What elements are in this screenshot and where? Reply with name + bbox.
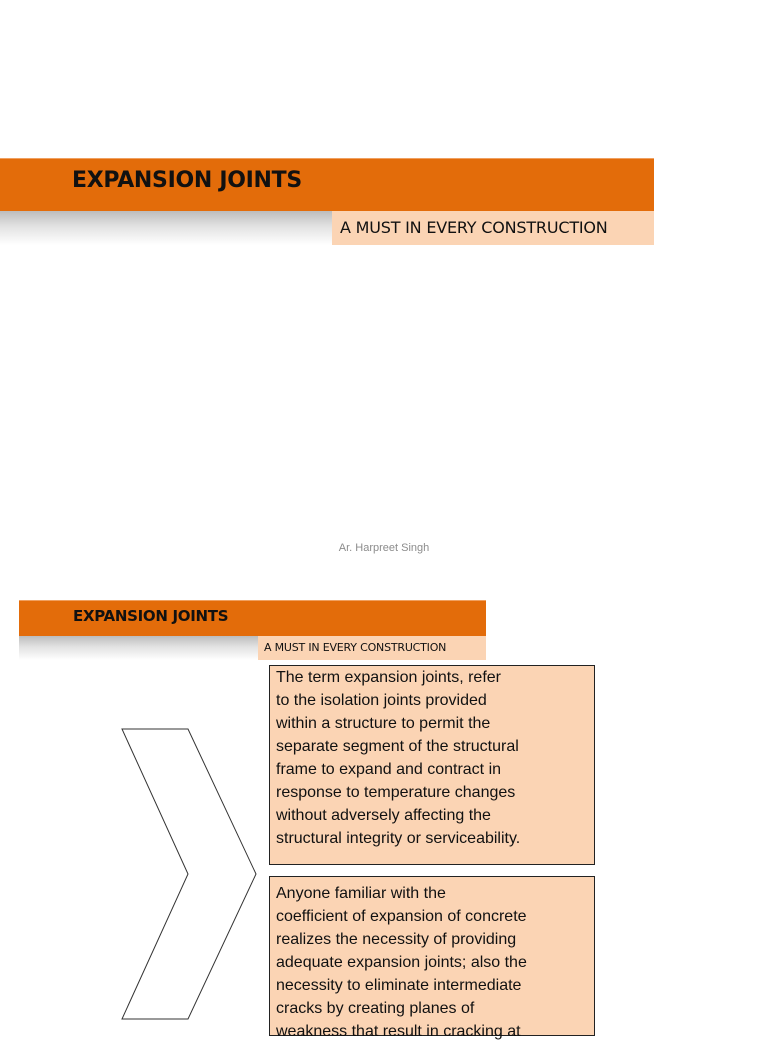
definition-text-box: The term expansion joints, refer to the isolation joints provided within a structure to permit the separate segment of the structural frame to expand and contract in response to temperature changes without adversely affecting the structural integrity or serviceability. <box>269 665 595 865</box>
banner-shadow-small <box>19 636 258 660</box>
slide-title: EXPANSION JOINTS <box>72 168 302 193</box>
slide-subtitle: A MUST IN EVERY CONSTRUCTION <box>332 211 654 245</box>
slide-title-small: EXPANSION JOINTS <box>73 607 229 625</box>
banner-shadow <box>0 211 332 245</box>
explanation-text-box: Anyone familiar with the coefficient of expansion of concrete realizes the necessity of providing adequate expansion joints; also the necessity to eliminate intermediate cracks by creating planes of weakness that result in cracking at <box>269 876 595 1036</box>
chevron-right-icon <box>118 726 260 1024</box>
author-credit: Ar. Harpreet Singh <box>338 542 430 554</box>
slide-subtitle-small: A MUST IN EVERY CONSTRUCTION <box>258 636 486 660</box>
